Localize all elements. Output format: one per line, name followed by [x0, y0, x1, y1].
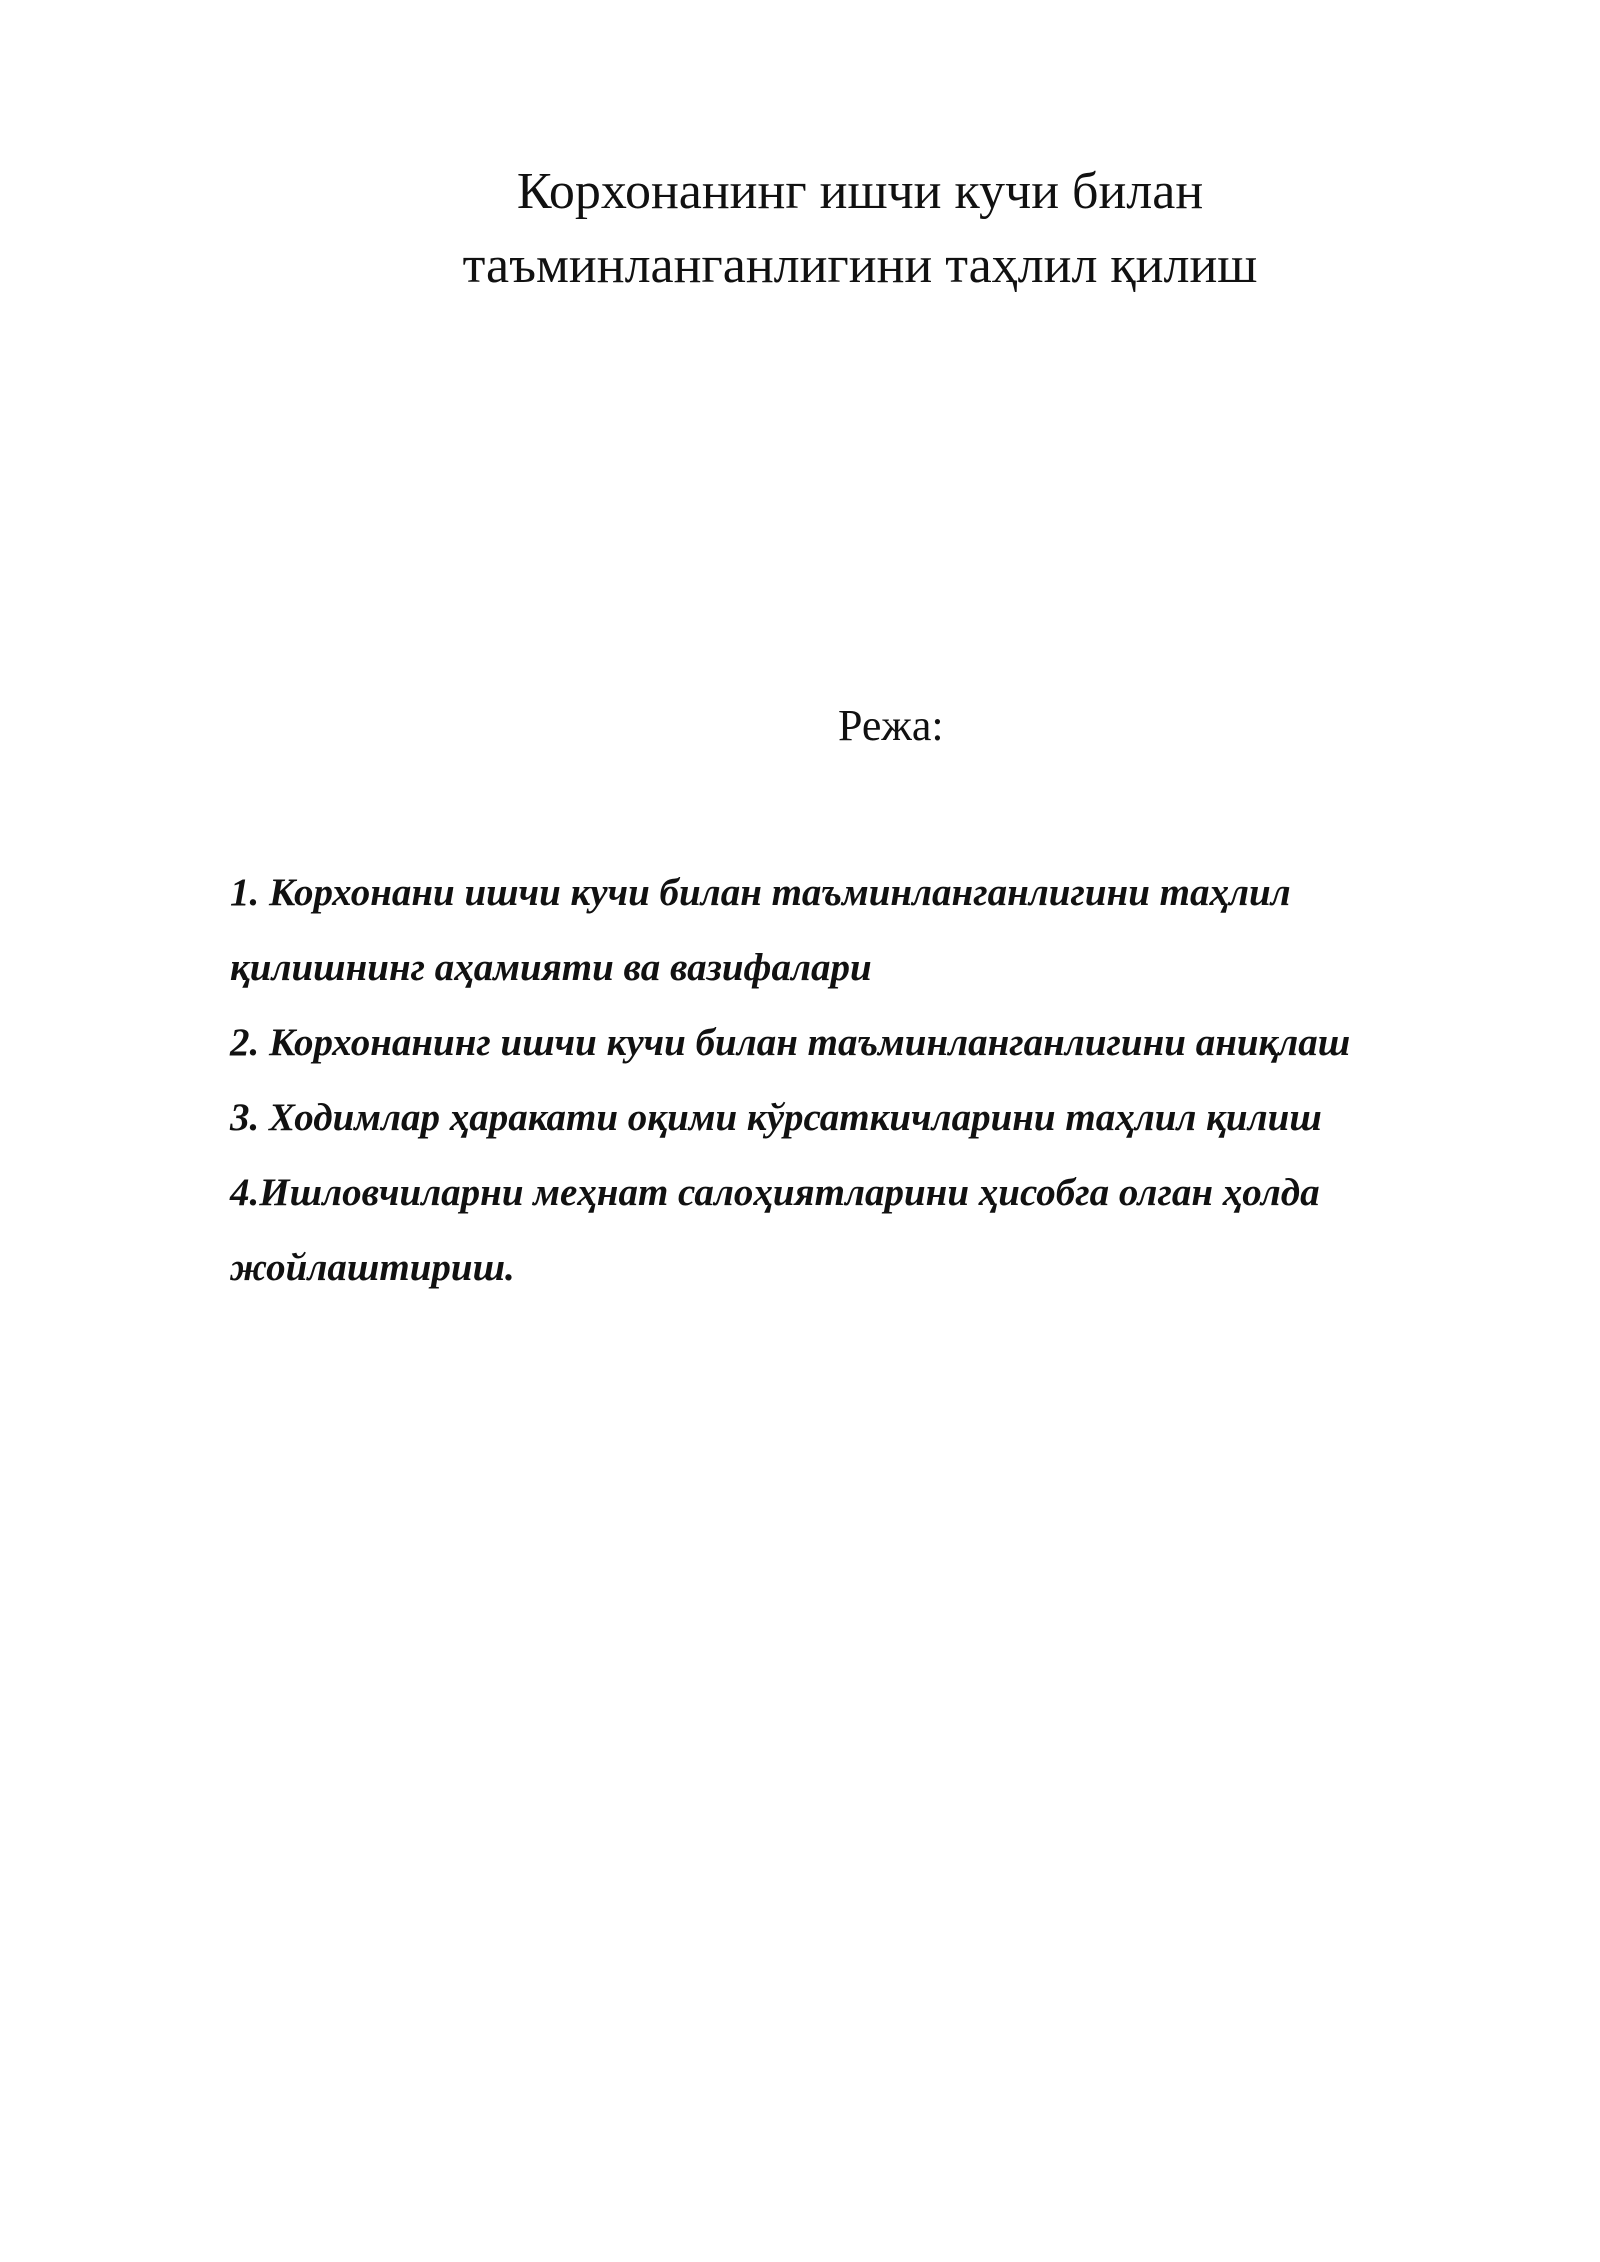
plan-item-1-line-2: қилишнинг аҳамияти ва вазифалари: [230, 946, 872, 989]
title-line-1: Корхонанинг ишчи кучи билан: [516, 163, 1204, 220]
plan-item-2: 2. Корхонанинг ишчи кучи билан таъминланганлигини аниқлаш: [230, 1021, 1351, 1064]
plan-list: [230, 855, 1530, 1305]
plan-item-3: 3. Ходимлар ҳаракати оқими кўрсаткичларини таҳлил қилиш: [230, 1096, 1322, 1139]
plan-heading: Режа:: [838, 701, 944, 750]
page-title: [300, 155, 1420, 303]
title-line-2: таъминланганлигини таҳлил қилиш: [462, 237, 1258, 294]
plan-item-4-line-1: 4.Ишловчиларни меҳнат салоҳиятларини ҳисобга олган ҳолда: [230, 1171, 1320, 1214]
plan-item-4-line-2: жойлаштириш.: [230, 1246, 515, 1289]
plan-item-1-line-1: 1. Корхонани ишчи кучи билан таъминланганлигини таҳлил: [230, 871, 1291, 914]
